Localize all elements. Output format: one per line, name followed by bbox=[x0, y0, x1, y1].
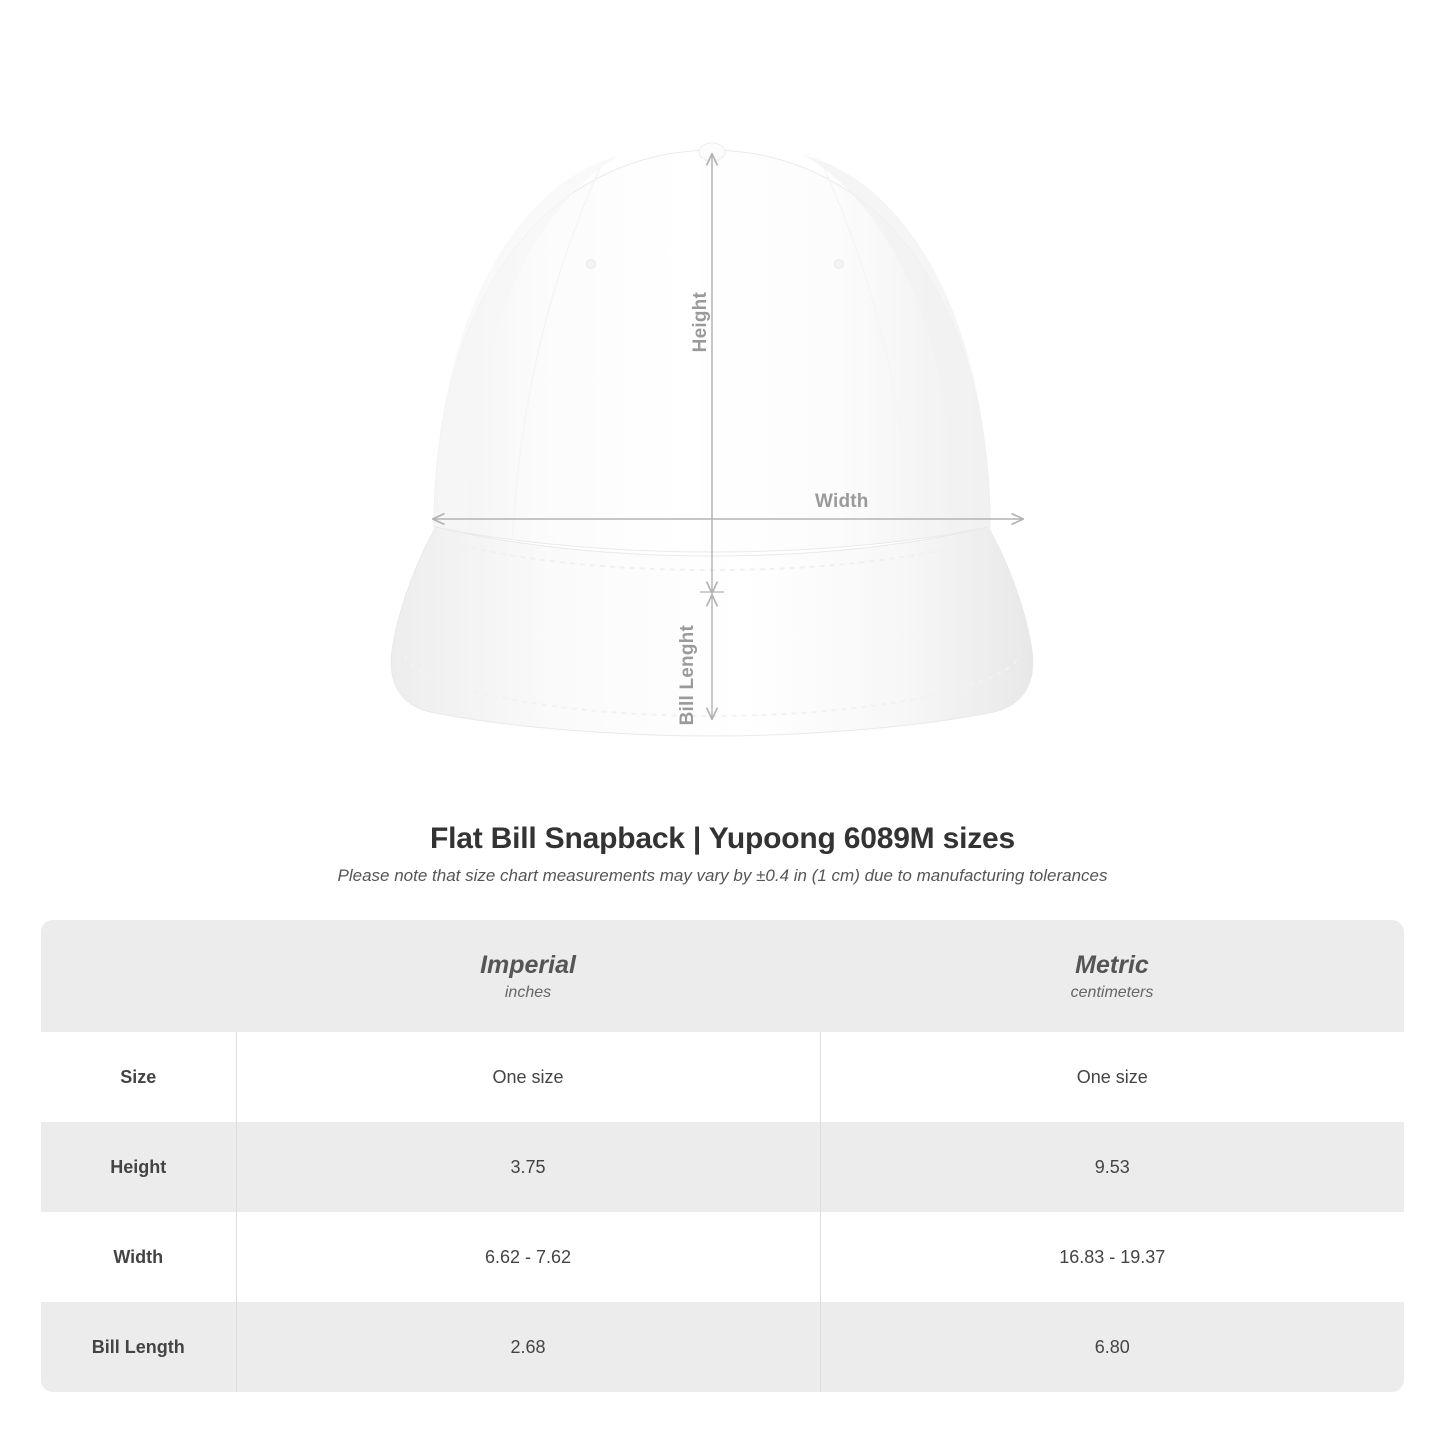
row-label-height: Height bbox=[41, 1122, 236, 1212]
row-size-imperial: One size bbox=[236, 1032, 820, 1122]
row-label-width: Width bbox=[41, 1212, 236, 1302]
header-metric-unit: centimeters bbox=[1070, 984, 1154, 1001]
dimension-label-bill-length bbox=[678, 625, 699, 725]
header-metric-system: Metric bbox=[1075, 951, 1149, 979]
bill-length-line-2: Lenght bbox=[677, 625, 698, 690]
header-metric bbox=[820, 920, 1404, 1032]
table-row bbox=[41, 1032, 1404, 1122]
table-row bbox=[41, 1302, 1404, 1392]
dimension-label-width: Width bbox=[815, 491, 869, 512]
row-size-metric: One size bbox=[820, 1032, 1404, 1122]
row-width-metric: 16.83 - 19.37 bbox=[820, 1212, 1404, 1302]
header-imperial-system: Imperial bbox=[480, 951, 576, 979]
row-label-size: Size bbox=[41, 1032, 236, 1122]
table-row bbox=[41, 1122, 1404, 1212]
page-title: Flat Bill Snapback | Yupoong 6089M sizes bbox=[429, 822, 1015, 855]
table-header-row bbox=[41, 920, 1404, 1032]
header-imperial-unit: inches bbox=[504, 984, 552, 1001]
size-table bbox=[41, 920, 1404, 1392]
bill-length-line-1: Bill bbox=[677, 695, 698, 726]
dimension-label-height: Height bbox=[690, 292, 711, 353]
tolerance-note: Please note that size chart measurements may vary by ±0.4 in (1 cm) due to manufacturing tolerances bbox=[337, 866, 1108, 885]
row-height-imperial: 3.75 bbox=[236, 1122, 820, 1212]
row-bill-length-imperial: 2.68 bbox=[236, 1302, 820, 1392]
row-bill-length-metric: 6.80 bbox=[820, 1302, 1404, 1392]
header-empty-cell bbox=[41, 920, 236, 1032]
header-imperial bbox=[236, 920, 820, 1032]
size-table-container bbox=[41, 920, 1404, 1392]
row-height-metric: 9.53 bbox=[820, 1122, 1404, 1212]
table-row bbox=[41, 1212, 1404, 1302]
row-width-imperial: 6.62 - 7.62 bbox=[236, 1212, 820, 1302]
row-label-bill-length: Bill Length bbox=[41, 1302, 236, 1392]
title-block bbox=[0, 822, 1445, 886]
